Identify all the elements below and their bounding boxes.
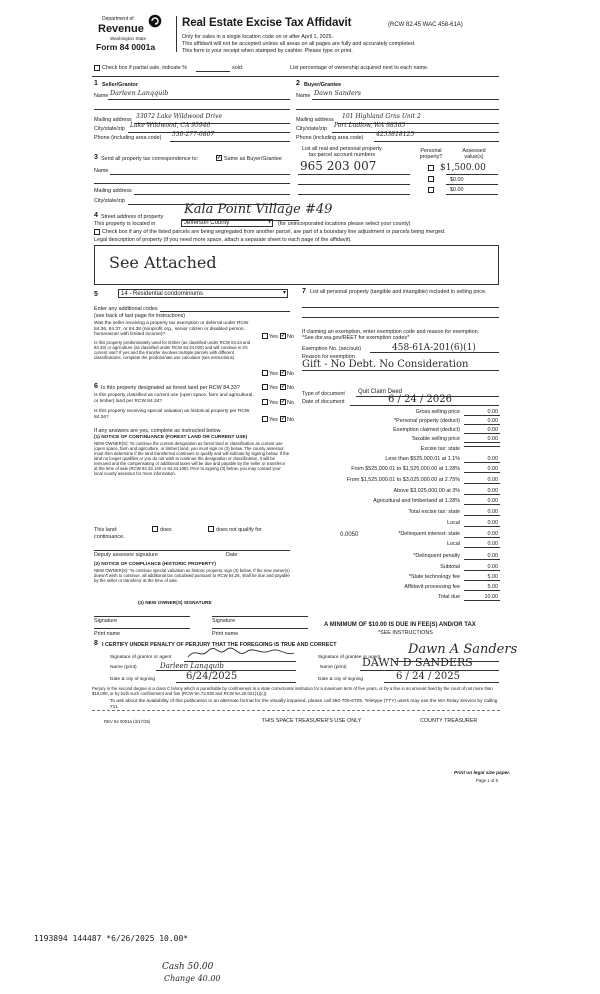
grantor-date-label: Date & city of signing	[110, 677, 156, 682]
parcel-heading: List all real and personal property tax parcel account numbers	[302, 146, 382, 159]
grantor-signature[interactable]	[186, 645, 296, 661]
s5-q1-yes-label: Yes	[269, 334, 278, 340]
tax-row-label: Excise tax: state	[420, 446, 460, 452]
tax-row	[300, 456, 500, 465]
rcw-ref: (RCW 82.45 WAC 458-61A)	[388, 22, 463, 28]
seller-heading: Seller/Grantor	[102, 82, 138, 88]
assessed-value-2[interactable]: $0.00	[450, 177, 464, 183]
doc-type[interactable]: Quit Claim Deed	[358, 389, 403, 395]
tax-row-label: *State technology fee	[408, 574, 460, 580]
certify-statement: I CERTIFY UNDER PENALTY OF PERJURY THAT THE FOREGOING IS TRUE AND CORRECT	[102, 642, 337, 648]
grantor-date[interactable]: 6/24/2025	[186, 671, 238, 682]
buyer-phone[interactable]: 4253818125	[376, 131, 415, 138]
tax-row-value[interactable]: 0.00	[464, 466, 500, 473]
new-owner-print-2: Print name	[212, 631, 239, 637]
personal-heading: Personal property?	[419, 148, 443, 161]
tax-row-value[interactable]: 0.00	[464, 531, 500, 538]
tax-row	[300, 418, 500, 427]
tax-row	[300, 574, 500, 583]
same-as-buyer-checkbox[interactable]: ✔	[217, 155, 222, 161]
header-note-2: This affidavit will not be accepted unless all areas on all pages are fully and accurately completed.	[182, 41, 416, 47]
s6-number: 6	[94, 383, 98, 390]
buyer-city-label: City/state/zip	[296, 126, 327, 132]
historic-text: NEW OWNER(S): To continue special valuation as historic property, sign (3) below. If the new owner(s) doesn't wish to continue, all additional tax calculated pursuant to RCW 84.26, shall be due and payable by the seller or transferor at the time of sale.	[94, 568, 290, 583]
tax-row-label: Less than $525,000.01 at 1.1%	[385, 456, 460, 462]
grantee-sig-label: Signature of grantee or agent	[318, 655, 381, 660]
tax-row-label: Total due	[438, 594, 460, 600]
tax-row	[300, 553, 500, 562]
tax-row	[300, 498, 500, 507]
partial-sale-sold: sold.	[232, 65, 244, 71]
tax-row-value[interactable]: 5.00	[464, 574, 500, 581]
this-land-label: This land:	[94, 527, 118, 533]
rev-number: REV 84 0001a (3/17/25)	[104, 719, 151, 724]
tax-row-value[interactable]: 0.00	[464, 427, 500, 434]
s6-q3-no-label: No	[287, 417, 294, 423]
county-treasurer: COUNTY TREASURER	[420, 718, 478, 724]
tax-row-label: Above $3,025,000.00 at 3%	[393, 488, 460, 494]
tax-row-value[interactable]: 0.00	[464, 418, 500, 425]
tax-row-value[interactable]: 0.00	[464, 509, 500, 516]
grantee-name[interactable]: DAWN D SANDERS	[362, 656, 473, 669]
see-instructions: *SEE INSTRUCTIONS	[378, 630, 433, 636]
s6-q2-yes-label: Yes	[269, 400, 278, 406]
assessed-value-1[interactable]: $1,500.00	[440, 163, 486, 173]
revenue-logo	[96, 14, 174, 54]
s6-q3-yes[interactable]	[262, 416, 268, 422]
s5-q2-no-label: No	[287, 371, 294, 377]
tax-row-label: Subtotal	[440, 564, 460, 570]
tax-row	[300, 477, 500, 486]
seller-mailing[interactable]: 33072 Lake Wildwood Drive	[136, 113, 223, 120]
grantor-name-label: Name (print)	[110, 665, 137, 670]
seller-city-label: City/state/zip	[94, 126, 125, 132]
tax-row	[300, 594, 500, 603]
s5-q2-yes-label: Yes	[269, 371, 278, 377]
s3-mailing-label: Mailing address	[94, 188, 132, 194]
boundary-checkbox[interactable]	[94, 229, 100, 235]
tax-row-label: Taxable selling price	[411, 436, 460, 442]
change-given: Change 40.00	[164, 974, 221, 983]
buyer-name[interactable]: Dawn Sanders	[314, 89, 362, 97]
personal-property-checkbox-1[interactable]	[428, 165, 434, 171]
s6-q1-yes[interactable]	[262, 384, 268, 390]
seller-name[interactable]: Darleen Lanqquib	[110, 89, 169, 97]
grantee-date-label: Date & city of signing	[318, 677, 364, 682]
tax-row-label: Affidavit processing fee	[404, 584, 460, 590]
ownership-note: List percentage of ownership acquired next to each name.	[290, 65, 429, 71]
s3-label: Send all property tax correspondence to:	[101, 156, 199, 162]
doc-type-label: Type of document	[302, 391, 345, 397]
new-owner-print-1: Print name	[94, 631, 121, 637]
county-value: Jefferson County	[184, 220, 230, 226]
tax-row-value[interactable]: 0.00	[464, 564, 500, 571]
dept-line: Department of	[102, 16, 134, 22]
minimum-due: A MINIMUM OF $10.00 IS DUE IN FEE(S) AND/OR TAX	[324, 622, 476, 628]
tax-row-label: Total excise tax: state	[408, 509, 460, 515]
s5-number: 5	[94, 291, 98, 298]
buyer-city[interactable]: Port Ludlow, WA 98365	[334, 122, 406, 129]
availability-notice: To ask about the availability of this publication in an alternate format for the visually impaired, please call 360-705-6705. Teletype (TTY) users may use the WA Relay Service by calling 711.	[110, 699, 498, 710]
tax-row	[300, 436, 500, 445]
land-use-select[interactable]	[118, 289, 288, 298]
perjury-notice: Perjury in the second degree is a class C felony which is punishable by confinement in a state correctional institution for a maximum term of five years, or by a fine in an amount fixed by the court of not more than $10,000, or by both such confinement and fine (RCW 9A.72.030 and RCW 9A.20.021(1)(c)).	[92, 686, 493, 696]
personal-property-checkbox-3[interactable]	[428, 187, 434, 193]
grantor-name[interactable]: Darleen Lanqquib	[160, 662, 224, 670]
additional-codes-note: (see back of last page for instructions)	[94, 313, 186, 319]
s6-question-1: Is this property designated as forest land per RCW 84.33?	[101, 385, 240, 391]
revenue-logo-icon	[148, 14, 162, 28]
tax-row-label: From $525,000.01 to $1,525,000.00 at 1.28%	[351, 466, 460, 472]
does-not-label: does not qualify for	[216, 527, 262, 533]
doc-date-label: Date of document	[302, 399, 345, 405]
additional-codes-label: Enter any additional codes	[94, 306, 158, 312]
tax-row	[300, 488, 500, 497]
same-as-buyer-label: Same as Buyer/Grantee	[224, 156, 282, 162]
doc-date[interactable]: 6 / 24 / 2026	[388, 394, 452, 405]
chevron-down-icon: ▾	[267, 219, 271, 225]
header-note-1: Only for sales in a single location code on or after April 1, 2025.	[182, 34, 334, 40]
s7-number: 7	[302, 288, 306, 295]
grantee-date[interactable]: 6 / 24 / 2025	[396, 671, 460, 682]
buyer-mailing-label: Mailing address	[296, 117, 334, 123]
continuance-heading: (1) NOTICE OF CONTINUANCE (FOREST LAND OR CURRENT USE)	[94, 435, 248, 440]
s5-q2-no[interactable]: ✔	[281, 370, 286, 376]
s7-label: List all personal property (tangible and intangible) included in selling price.	[310, 289, 487, 295]
s3-number: 3	[94, 154, 98, 161]
tax-row-label: *Delinquent interest: state	[398, 531, 460, 537]
tax-row-value[interactable]: 0.00	[464, 409, 500, 416]
tax-row	[300, 409, 500, 418]
tax-row-label: Local	[447, 520, 460, 526]
grantor-sig-label: Signature of grantor or agent	[110, 655, 172, 660]
buyer-phone-label: Phone (including area code)	[296, 135, 364, 141]
does-checkbox[interactable]	[152, 526, 158, 532]
buyer-heading: Buyer/Grantee	[304, 82, 342, 88]
street-address[interactable]: Kala Point Village #49	[184, 202, 333, 217]
tax-row-value[interactable]: 10.00	[464, 594, 500, 601]
new-owner-signature-heading: (3) NEW OWNER(S) SIGNATURE	[138, 601, 212, 606]
s3-name-label: Name	[94, 168, 109, 174]
partial-sale-label: Check box if partial sale, indicate %	[102, 65, 188, 71]
dept-name: Revenue	[98, 23, 144, 35]
tax-row-value[interactable]: 0.00	[464, 498, 500, 505]
buyer-section-number: 2	[296, 80, 300, 87]
s6-question-3: Is this property receiving special valuation as historical property per RCW 84.26?	[94, 409, 250, 420]
exemption-no-label: Exemption No. (sec/sub)	[302, 346, 362, 352]
tax-row-value[interactable]	[464, 446, 500, 447]
legal-paper-note: Print on legal size paper.	[454, 771, 511, 776]
tax-row	[300, 531, 500, 540]
cash-paid: Cash 50.00	[162, 962, 214, 972]
tax-row-value[interactable]: 0.00	[464, 456, 500, 463]
assessed-heading: Assessed value(s)	[462, 148, 486, 161]
s6-q2-yes[interactable]	[262, 399, 268, 405]
reason-label: Reason for exemption	[302, 354, 355, 360]
continuance-label: continuance.	[94, 534, 125, 540]
seller-phone[interactable]: 530-277-6867	[172, 131, 215, 138]
tax-row	[300, 427, 500, 436]
boundary-note: Check box if any of the listed parcels are being segregated from another parcel, are part of a boundary line adjustment or parcels being merged.	[102, 229, 446, 235]
s5-question-1: Was the seller receiving a property tax exemption or deferral under RCW 84.36, 84.37, or 84.38 (nonprofit org., senior citizen or disabled person, homeowner with limited income)?	[94, 321, 249, 338]
tax-row	[300, 446, 500, 455]
does-label: does	[160, 527, 172, 533]
partial-sale-checkbox[interactable]	[94, 65, 100, 71]
tax-row-label: Agricultural and timberland at 1.28%	[373, 498, 460, 504]
county-label: This property is located in	[94, 221, 156, 227]
seller-city[interactable]: Lake Wildwood, CA 95946	[130, 122, 211, 129]
tax-row	[300, 466, 500, 475]
street-label: Street address of property	[101, 214, 164, 220]
tax-row-value[interactable]: 0.00	[464, 436, 500, 443]
legal-label: Legal description of property (if you need more space, attach a separate sheet to each page of the affidavit).	[94, 237, 352, 243]
grantee-signature[interactable]: Dawn A Sanders	[408, 642, 518, 657]
exemption-no[interactable]: 458-61A-201(6)(1)	[392, 343, 476, 353]
tax-row-label: Exemption claimed (deduct)	[393, 427, 460, 433]
form-title: Real Estate Excise Tax Affidavit	[182, 17, 352, 29]
s6-question-2: Is this property classified as current use (open space, farm and agricultural, or timber) land per RCW 84.34?	[94, 393, 254, 404]
tax-row-value[interactable]: 0.00	[464, 477, 500, 484]
tax-row	[300, 584, 500, 593]
tax-row-label: Gross selling price	[415, 409, 460, 415]
legal-description: See Attached	[109, 253, 217, 272]
seller-mailing-label: Mailing address	[94, 117, 132, 123]
s6-q2-no-label: No	[287, 400, 294, 406]
form-number: Form 84 0001a	[96, 42, 156, 52]
s5-question-2: Is this property predominately used for timber (as classified under RCW 84.34 and 84.33) or agriculture (as classified under RCW 84.34.020) and will continue in it's current use? If yes and the transfer involves multiple parcels with different classifications, complete the predominate use calculator (see instructions)	[94, 340, 251, 360]
s6-q1-no-label: No	[287, 385, 294, 391]
local-rate: 0.0050	[340, 532, 359, 538]
tax-row-label: From $1,525,000.01 to $3,025,000.00 at 2.75%	[346, 477, 460, 483]
exemption-reason[interactable]: Gift - No Debt. No Consideration	[302, 359, 469, 370]
tax-row-label: *Delinquent penalty	[413, 553, 460, 559]
s6-q2-no[interactable]: ✔	[281, 399, 286, 405]
historic-heading: (2) NOTICE OF COMPLIANCE (HISTORIC PROPERTY)	[94, 562, 216, 567]
header-note-3: This form is your receipt when stamped by cashier. Please type or print.	[182, 48, 353, 54]
deputy-signature-label: Deputy assessor signature	[94, 552, 158, 558]
tax-row-value[interactable]: 0.00	[464, 541, 500, 548]
tax-row-value[interactable]: 0.00	[464, 488, 500, 495]
buyer-mailing[interactable]: 101 Highland Grns Unit 2	[342, 113, 421, 120]
seller-section-number: 1	[94, 80, 98, 87]
land-use-value: 14 - Residential condominiums	[121, 291, 204, 297]
s8-number: 8	[94, 640, 98, 647]
chevron-down-icon: ▾	[282, 290, 286, 296]
tax-row-value[interactable]: 0.00	[464, 553, 500, 560]
s6-q3-no[interactable]: ✔	[281, 416, 286, 422]
does-not-checkbox[interactable]	[208, 526, 214, 532]
tax-row-label: *Personal property (deduct)	[394, 418, 460, 424]
cashier-stamp: 1193894 144487 *6/26/2025 10.00*	[34, 934, 189, 943]
unincorporated-note: (for unincorporated locations please select your county)	[278, 221, 411, 227]
s6-q1-yes-label: Yes	[269, 385, 278, 391]
county-select[interactable]	[181, 219, 273, 227]
tax-row	[300, 564, 500, 573]
legal-description-box[interactable]	[94, 245, 499, 285]
tax-row-value[interactable]: 5.00	[464, 584, 500, 591]
parcel-number-1[interactable]: 965 203 007	[300, 159, 377, 173]
page-number: Page 1 of 6	[476, 778, 498, 783]
seller-phone-label: Phone (including area code)	[94, 135, 162, 141]
tax-row-value[interactable]: 0.00	[464, 520, 500, 527]
assessed-value-3[interactable]: $0.00	[450, 187, 464, 193]
continuance-text: NEW OWNER(S): To continue the current designation as forest land or classification as current use (open space, farm and agriculture, or timber) land, you must sign on (3) below. The county assessor must then determine if the land transferred continues to qualify and will indicate by signing below. If the land no longer qualifies or you do not wish to continue the designation or classification, it will be removed and the compensating or additional taxes will be due and payable by the seller or transferor at the time of sale (RCW 84.33.140 or 84.34.108). Prior to signing (3) below, you may contact your local county assessor for more information.	[94, 441, 290, 476]
s6-q1-no[interactable]: ✔	[281, 384, 286, 390]
s6-q3-yes-label: Yes	[269, 417, 278, 423]
personal-property-checkbox-2[interactable]	[428, 176, 434, 182]
dept-state: Washington State	[110, 36, 147, 41]
treasurer-use: THIS SPACE TREASURER'S USE ONLY	[262, 718, 362, 724]
tax-row	[300, 520, 500, 529]
s5-q1-yes[interactable]	[262, 333, 268, 339]
s6-if-yes: If any answers are yes, complete as instructed below.	[94, 428, 222, 434]
s5-q1-no[interactable]: ✔	[281, 333, 286, 339]
exemption-label: If claiming an exemption, enter exemption code and reason for exemption. *See dor.wa.gov/REET for exemption codes*	[302, 329, 480, 342]
new-owner-signature-2: Signature	[212, 618, 236, 624]
new-owner-signature-1: Signature	[94, 618, 118, 624]
tax-row	[300, 509, 500, 518]
tax-row-label: Local	[447, 541, 460, 547]
deputy-date-label: Date	[226, 552, 238, 558]
s3-city-label: City/state/zip	[94, 198, 125, 204]
s5-q1-no-label: No	[287, 334, 294, 340]
grantee-name-label: Name (print)	[320, 665, 347, 670]
s4-number: 4	[94, 212, 98, 219]
seller-name-label: Name	[94, 93, 109, 99]
s5-q2-yes[interactable]	[262, 370, 268, 376]
buyer-name-label: Name	[296, 93, 311, 99]
tax-row	[300, 541, 500, 550]
